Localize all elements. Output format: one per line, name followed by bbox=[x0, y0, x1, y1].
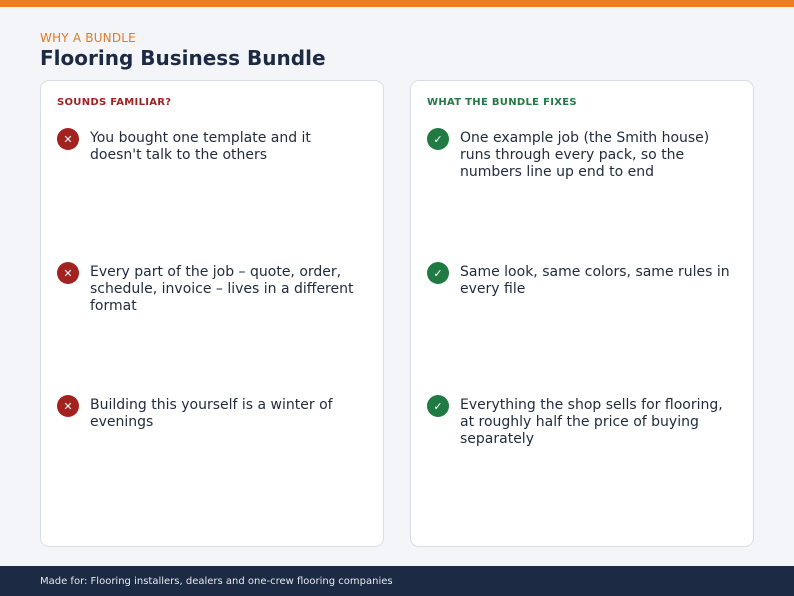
page-title: Flooring Business Bundle bbox=[40, 46, 326, 70]
problem-item-text: Every part of the job – quote, order, schedule, invoice – lives in a different format bbox=[90, 264, 354, 314]
check-icon: ✓ bbox=[427, 128, 449, 150]
fix-item-text: One example job (the Smith house) runs through every pack, so the numbers line up end to end bbox=[460, 130, 710, 180]
fixes-card bbox=[410, 80, 754, 547]
fix-item bbox=[427, 264, 737, 298]
problem-item bbox=[57, 264, 367, 315]
check-icon: ✓ bbox=[427, 262, 449, 284]
problem-item-text: Building this yourself is a winter of evenings bbox=[90, 397, 333, 430]
problems-card bbox=[40, 80, 384, 547]
problem-item-text: You bought one template and it doesn't talk to the others bbox=[90, 130, 311, 163]
x-icon: ✕ bbox=[57, 262, 79, 284]
x-icon: ✕ bbox=[57, 128, 79, 150]
problem-item bbox=[57, 130, 367, 164]
x-icon: ✕ bbox=[57, 395, 79, 417]
problems-heading: SOUNDS FAMILIAR? bbox=[57, 97, 172, 108]
fix-item-text: Same look, same colors, same rules in every file bbox=[460, 264, 730, 297]
fix-item bbox=[427, 397, 737, 448]
fix-item-text: Everything the shop sells for flooring, at roughly half the price of buying separately bbox=[460, 397, 723, 447]
problem-item bbox=[57, 397, 367, 431]
top-accent-bar bbox=[0, 0, 794, 7]
fixes-heading: WHAT THE BUNDLE FIXES bbox=[427, 97, 577, 108]
check-icon: ✓ bbox=[427, 395, 449, 417]
footer-bar bbox=[0, 566, 794, 596]
eyebrow-label: WHY A BUNDLE bbox=[40, 31, 136, 45]
footer-text: Made for: Flooring installers, dealers and one-crew flooring companies bbox=[40, 575, 393, 587]
fix-item bbox=[427, 130, 737, 181]
